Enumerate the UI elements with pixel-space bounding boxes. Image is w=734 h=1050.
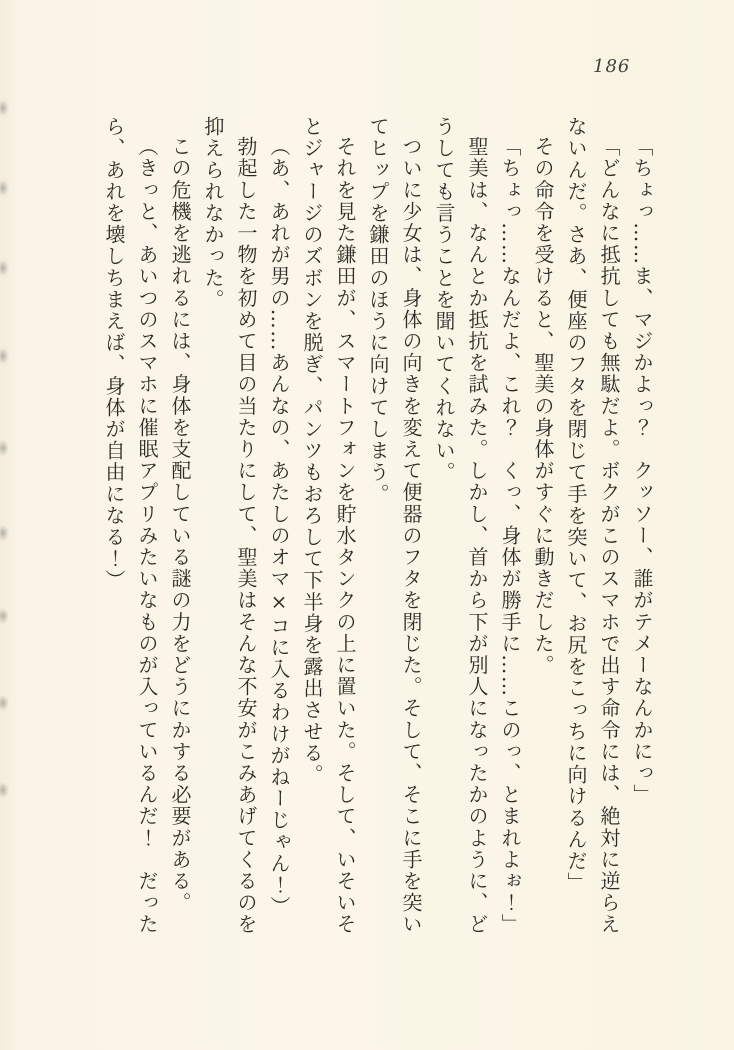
scan-artifact bbox=[0, 608, 9, 624]
paragraph: 「ちょっ……なんだよ、これ？ くっ、身体が勝手に……このっ、とまれよぉ！」 bbox=[498, 136, 522, 936]
paragraph: 聖美は、なんとか抵抗を試みた。しかし、首から下が別人になったかのように、どうしても言うことを聞いてくれない。 bbox=[432, 116, 489, 936]
scan-artifact bbox=[0, 180, 9, 196]
paragraph: 「どんなに抵抗しても無駄だよ。ボクがこのスマホで出す命令には、絶対に逆らえないんだ。さあ、便座のフタを閉じて手を突いて、お尻をこっちに向けるんだ」 bbox=[564, 116, 621, 936]
page-number: 186 bbox=[593, 56, 631, 77]
scan-artifact bbox=[0, 440, 9, 456]
scan-artifact bbox=[0, 100, 9, 116]
paragraph: それを見た鎌田が、スマートフォンを貯水タンクの上に置いた。そして、いそいそとジャージのズボンを脱ぎ、パンツもおろして下半身を露出させる。 bbox=[300, 116, 357, 936]
paragraph: （きっと、あいつのスマホに催眠アプリみたいなものが入っているんだ！ だったら、あれを壊しちまえば、身体が自由になる！） bbox=[102, 116, 159, 936]
scan-artifact bbox=[0, 260, 9, 276]
paragraph: 勃起した一物を初めて目の当たりにして、聖美はそんな不安がこみあげてくるのを抑えられなかった。 bbox=[201, 116, 258, 936]
scan-artifact bbox=[0, 525, 9, 541]
paragraph: （あ、あれが男の……あんなの、あたしのオマ×コに入るわけがねーじゃん！） bbox=[267, 136, 291, 918]
scan-artifact bbox=[0, 348, 9, 364]
page-text bbox=[92, 116, 658, 944]
paragraph: ついに少女は、身体の向きを変えて便器のフタを閉じた。そして、そこに手を突いてヒップを鎌田のほうに向けてしまう。 bbox=[366, 116, 423, 936]
paragraph: この危機を逃れるには、身体を支配している謎の力をどうにかする必要がある。 bbox=[168, 136, 192, 914]
paragraph: 「ちょっ……ま、マジかよっ？ クッソー、誰がテメーなんかにっ」 bbox=[630, 136, 654, 806]
scan-artifact bbox=[0, 782, 9, 798]
paragraph: その命令を受けると、聖美の身体がすぐに動きだした。 bbox=[531, 136, 555, 676]
scan-artifact bbox=[0, 695, 9, 711]
